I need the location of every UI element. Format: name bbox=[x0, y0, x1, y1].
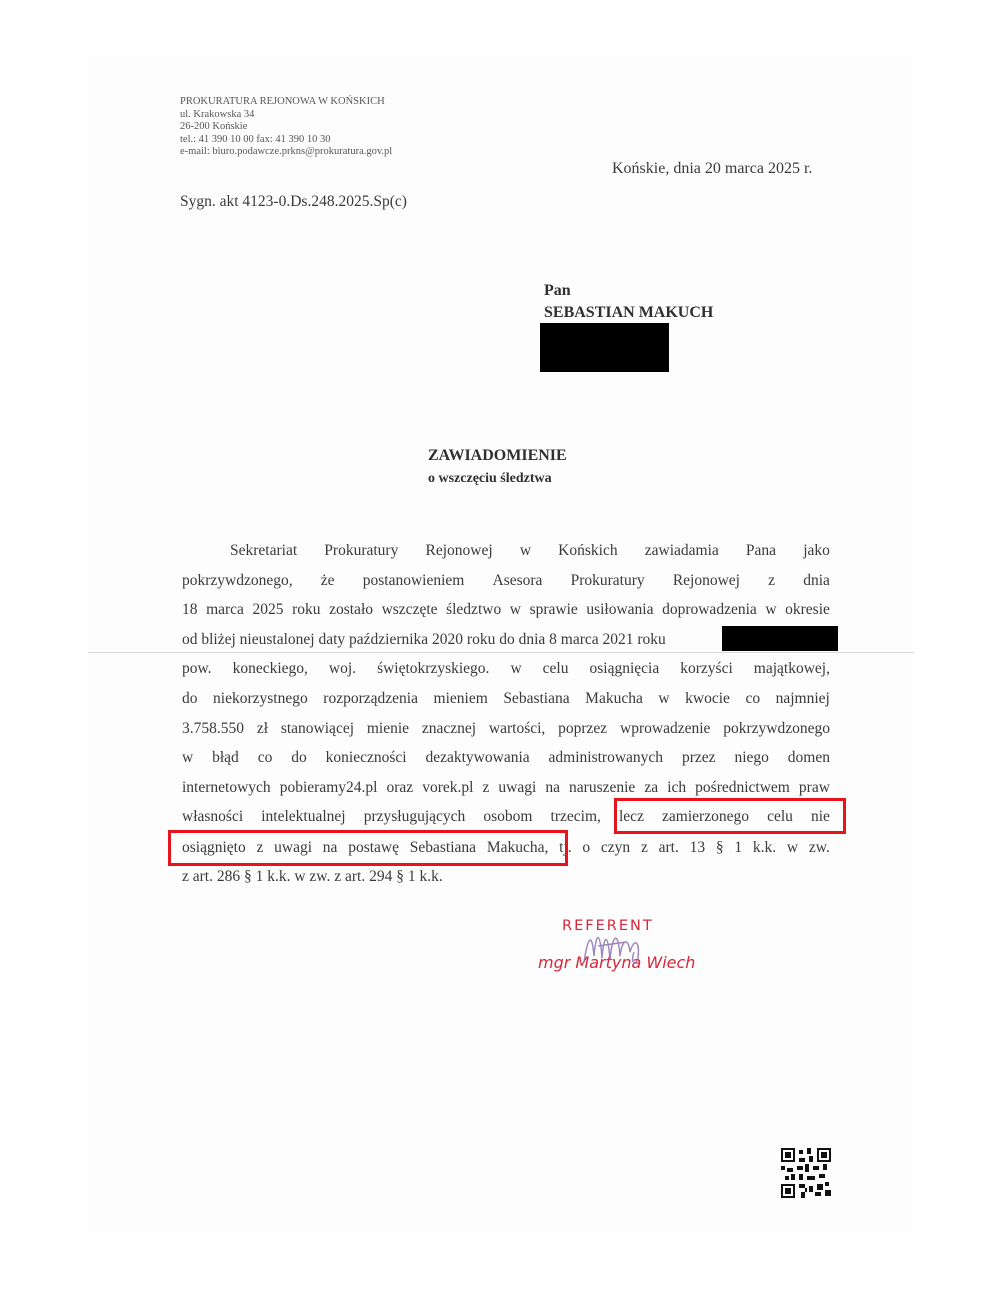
body-word: w bbox=[658, 690, 670, 707]
body-word: dnia bbox=[803, 572, 830, 589]
addressee-salutation: Pan bbox=[544, 282, 571, 299]
body-word: w bbox=[519, 542, 532, 559]
document-subtitle: o wszczęciu śledztwa bbox=[428, 471, 552, 486]
body-word: co bbox=[257, 749, 273, 766]
highlight-box-1 bbox=[614, 798, 846, 834]
body-word: Prokuratury bbox=[324, 542, 399, 559]
redacted-address bbox=[540, 323, 669, 372]
body-word: czyn bbox=[600, 839, 631, 856]
body-word: śledztwo bbox=[446, 601, 502, 618]
body-word: niekorzystnego bbox=[213, 690, 308, 707]
body-word: świętokrzyskiego. bbox=[377, 660, 490, 677]
body-word: Prokuratury bbox=[570, 572, 645, 589]
body-word: sprawie bbox=[529, 601, 578, 618]
body-word: 1 bbox=[734, 839, 743, 856]
redacted-location bbox=[722, 626, 838, 651]
body-line: z art. 286 § 1 k.k. w zw. z art. 294 § 1 k.k. bbox=[182, 868, 443, 885]
body-word: zostało bbox=[329, 601, 373, 618]
body-word: co bbox=[745, 690, 761, 707]
body-word: przysługujących bbox=[363, 808, 466, 825]
body-word: praw bbox=[798, 779, 830, 796]
body-word: Sebastiana bbox=[409, 839, 477, 856]
body-word: zw. bbox=[808, 839, 830, 856]
body-word: dezaktywowania bbox=[425, 749, 530, 766]
body-word: pokrzywdzonego bbox=[723, 720, 830, 737]
body-word: domen bbox=[787, 749, 830, 766]
addressee-block bbox=[544, 280, 713, 324]
body-word: 18 bbox=[182, 601, 198, 618]
body-word: uwagi bbox=[498, 779, 537, 796]
body-word: postawę bbox=[348, 839, 399, 856]
body-word: zł bbox=[256, 720, 269, 737]
body-word: poprzez bbox=[558, 720, 608, 737]
body-word: do bbox=[182, 690, 198, 707]
body-word: administrowanych bbox=[548, 749, 664, 766]
body-word: 13 bbox=[689, 839, 706, 856]
body-word: Makucha bbox=[585, 690, 643, 707]
body-word: art. bbox=[658, 839, 679, 856]
office-header bbox=[180, 96, 392, 159]
body-word: najmniej bbox=[775, 690, 830, 707]
body-word: do bbox=[291, 749, 307, 766]
body-word: osiągnięto bbox=[182, 839, 246, 856]
body-word: pow. bbox=[182, 660, 212, 677]
body-word: postanowieniem bbox=[362, 572, 465, 589]
body-word: pokrzywdzonego, bbox=[182, 572, 293, 589]
body-word: intelektualnej bbox=[261, 808, 346, 825]
body-line bbox=[182, 658, 830, 680]
scan-fold-line bbox=[88, 652, 914, 653]
body-word: przez bbox=[681, 749, 716, 766]
body-line bbox=[182, 688, 830, 710]
document-title: ZAWIADOMIENIE bbox=[428, 447, 567, 464]
body-line bbox=[182, 570, 830, 592]
body-word: za bbox=[644, 779, 659, 796]
body-word: osobom bbox=[483, 808, 533, 825]
body-word: § bbox=[715, 839, 724, 856]
body-word: błąd bbox=[212, 749, 239, 766]
body-word: kwocie bbox=[685, 690, 730, 707]
addressee-name: SEBASTIAN MAKUCH bbox=[544, 304, 714, 321]
body-word: z bbox=[640, 839, 648, 856]
office-street: ul. Krakowska 34 bbox=[180, 108, 255, 120]
body-word: usiłowania bbox=[586, 601, 654, 618]
body-line: od bliżej nieustalonej daty października 2020 roku do dnia 8 marca 2021 roku bbox=[182, 631, 666, 648]
body-word: Sekretariat bbox=[230, 542, 298, 559]
stamp-name: mgr Martyna Wiech bbox=[538, 953, 696, 972]
body-word: z bbox=[768, 572, 776, 589]
body-word: doprowadzenia bbox=[662, 601, 757, 618]
body-word: wprowadzenie bbox=[620, 720, 711, 737]
body-word: jako bbox=[803, 542, 830, 559]
body-word: k.k. bbox=[752, 839, 777, 856]
body-word: własności bbox=[182, 808, 244, 825]
body-word: okresie bbox=[785, 601, 830, 618]
body-word: tj. bbox=[559, 839, 572, 856]
body-word: o bbox=[582, 839, 591, 856]
body-line bbox=[182, 777, 830, 799]
body-word: mienie bbox=[366, 720, 410, 737]
body-word: znacznej bbox=[421, 720, 477, 737]
body-word: Końskich bbox=[558, 542, 618, 559]
body-word: internetowych bbox=[182, 779, 271, 796]
body-word: konieczności bbox=[325, 749, 407, 766]
highlight-box-2 bbox=[168, 830, 568, 866]
body-word: pośrednictwem bbox=[695, 779, 790, 796]
body-word: 3.758.550 bbox=[182, 720, 244, 737]
body-word: koneckiego, bbox=[232, 660, 308, 677]
handwritten-signature bbox=[578, 922, 658, 978]
body-word: w bbox=[765, 601, 777, 618]
body-word: niego bbox=[734, 749, 769, 766]
body-word: uwagi bbox=[274, 839, 313, 856]
body-word: ich bbox=[667, 779, 687, 796]
body-word: w bbox=[510, 660, 522, 677]
body-word: zamierzonego bbox=[662, 808, 749, 825]
body-word: w bbox=[509, 601, 521, 618]
body-line bbox=[182, 747, 830, 769]
body-word: w bbox=[182, 749, 194, 766]
stamp-role: REFERENT bbox=[562, 918, 654, 934]
body-word: woj. bbox=[328, 660, 357, 677]
body-word: Rejonowej bbox=[672, 572, 740, 589]
body-word: celu bbox=[767, 808, 793, 825]
office-name: PROKURATURA REJONOWA W KOŃSKICH bbox=[180, 96, 385, 107]
body-word: wszczęte bbox=[381, 601, 438, 618]
body-word: na bbox=[322, 839, 338, 856]
body-word: nie bbox=[811, 808, 830, 825]
body-line bbox=[230, 540, 830, 562]
office-phone: tel.: 41 390 10 00 fax: 41 390 10 30 bbox=[180, 133, 331, 145]
body-word: marca bbox=[206, 601, 244, 618]
qr-code bbox=[781, 1148, 831, 1198]
body-word: korzyści bbox=[680, 660, 733, 677]
body-word: rozporządzenia bbox=[323, 690, 418, 707]
body-line bbox=[182, 718, 830, 740]
body-word: pobieramy24.pl bbox=[279, 779, 378, 796]
body-word: zawiadamia bbox=[644, 542, 719, 559]
body-word: vorek.pl bbox=[422, 779, 474, 796]
body-word: osiągnięcia bbox=[589, 660, 660, 677]
body-word: wartości, bbox=[488, 720, 546, 737]
body-word: roku bbox=[292, 601, 321, 618]
body-word: majątkowej, bbox=[753, 660, 830, 677]
body-word: mieniem bbox=[433, 690, 488, 707]
body-word: w bbox=[786, 839, 799, 856]
office-postcode: 26-200 Końskie bbox=[180, 121, 248, 133]
body-word: Rejonowej bbox=[425, 542, 493, 559]
body-word: na bbox=[545, 779, 560, 796]
body-word: że bbox=[320, 572, 335, 589]
place-date: Końskie, dnia 20 marca 2025 r. bbox=[612, 160, 813, 177]
body-word: naruszenie bbox=[569, 779, 636, 796]
body-word: celu bbox=[542, 660, 569, 677]
body-word: trzecim, bbox=[550, 808, 601, 825]
body-word: stanowiącej bbox=[280, 720, 355, 737]
body-word: Makucha, bbox=[486, 839, 549, 856]
office-email: e-mail: biuro.podawcze.prkns@prokuratura.gov.pl bbox=[180, 146, 393, 158]
body-word: Asesora bbox=[492, 572, 543, 589]
body-word: oraz bbox=[386, 779, 414, 796]
body-word: 2025 bbox=[252, 601, 284, 618]
body-word: Pana bbox=[745, 542, 777, 559]
body-word: z bbox=[482, 779, 490, 796]
body-word: Sebastiana bbox=[503, 690, 570, 707]
body-word: lecz bbox=[619, 808, 644, 825]
body-line bbox=[182, 599, 830, 621]
body-word: z bbox=[256, 839, 264, 856]
case-reference: Sygn. akt 4123-0.Ds.248.2025.Sp(c) bbox=[180, 193, 407, 210]
